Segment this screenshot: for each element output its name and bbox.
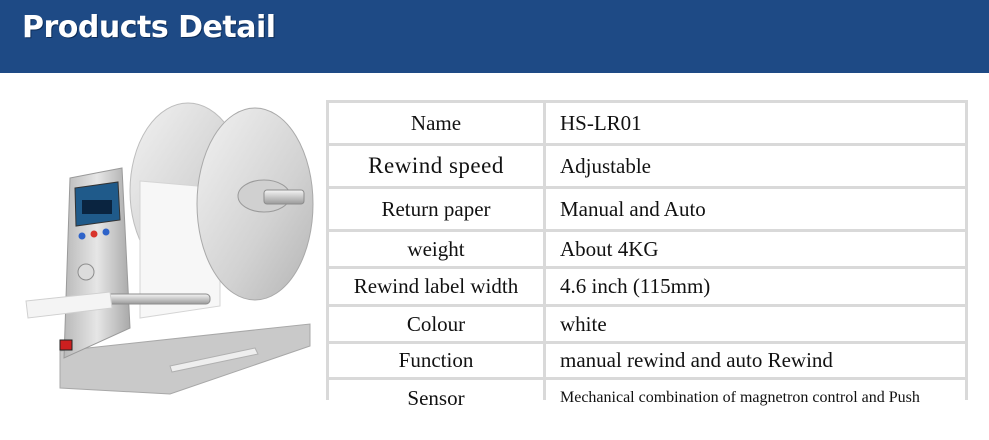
spec-name-cell: Return paper — [329, 189, 543, 229]
spec-value-cell: About 4KG — [546, 232, 965, 266]
spec-value-cell: white — [546, 307, 965, 341]
spec-table — [326, 100, 968, 410]
page-title: Products Detail — [22, 10, 276, 45]
spec-name-cell: Name — [329, 103, 543, 143]
spec-value-cell: 4.6 inch (115mm) — [546, 269, 965, 304]
spec-value-cell: Mechanical combination of magnetron control and Push — [546, 380, 965, 416]
product-image — [20, 96, 320, 416]
spec-value-cell: manual rewind and auto Rewind — [546, 344, 965, 377]
spec-name-cell: Sensor — [329, 380, 543, 416]
spec-value-cell: Adjustable — [546, 146, 965, 186]
spec-name-cell: weight — [329, 232, 543, 266]
spec-name-cell: Colour — [329, 307, 543, 341]
spec-name-cell: Function — [329, 344, 543, 377]
spec-value-cell: HS-LR01 — [546, 103, 965, 143]
header-banner — [0, 0, 989, 73]
spec-name-cell: Rewind speed — [329, 146, 543, 186]
spec-name-cell: Rewind label width — [329, 269, 543, 304]
spec-value-cell: Manual and Auto — [546, 189, 965, 229]
